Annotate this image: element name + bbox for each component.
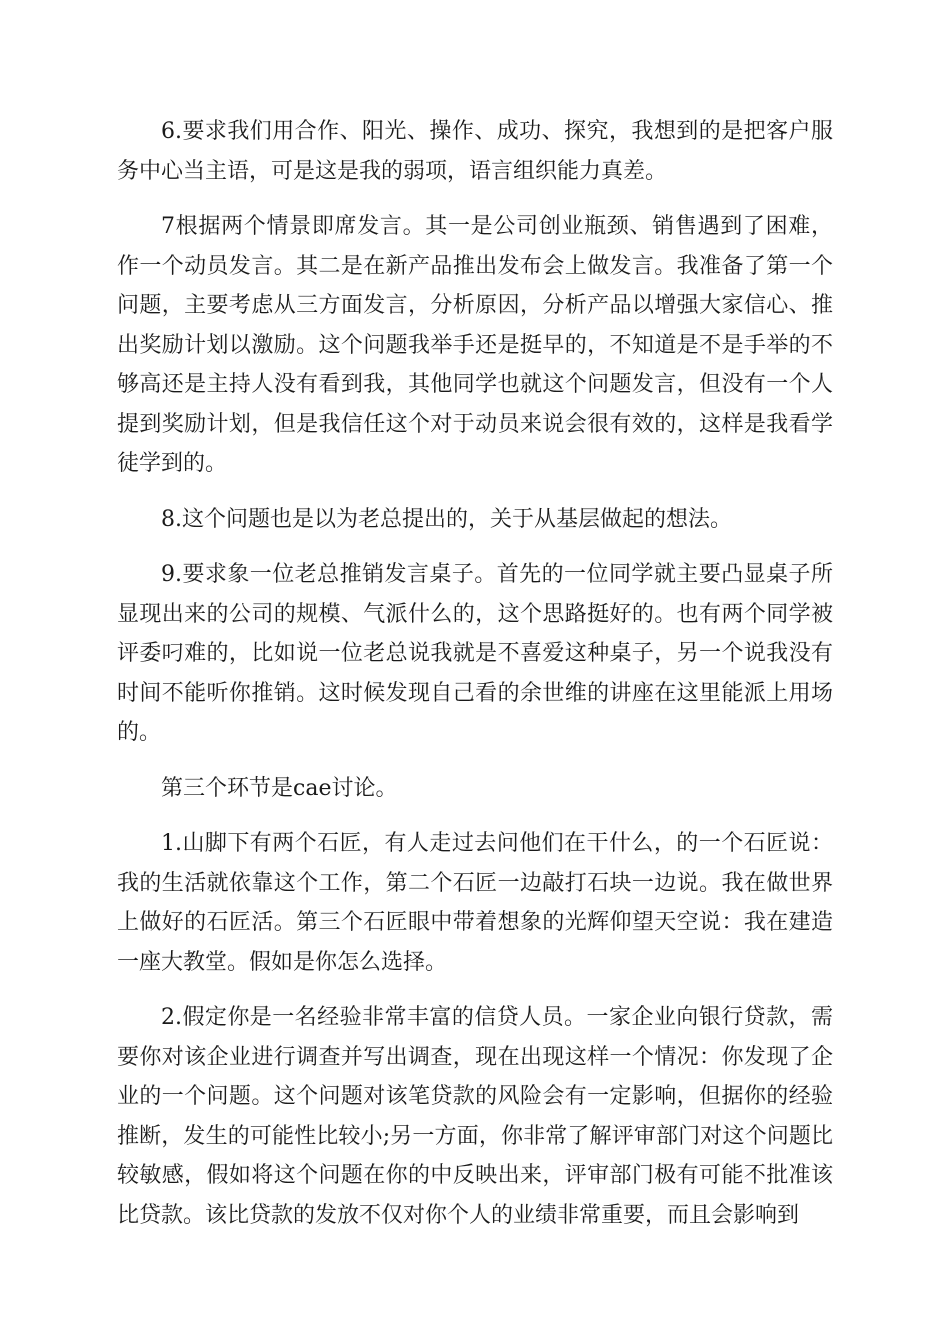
paragraph-item-9: 9.要求象一位老总推销发言桌子。首先的一位同学就主要凸显桌子所显现出来的公司的规模、气派什么的，这个思路挺好的。也有两个同学被评委叼难的，比如说一位老总说我就是不喜爱这种桌子，另一个说我没有时间不能听你推销。这时候发现自己看的余世维的讲座在这里能派上用场的。 bbox=[117, 562, 833, 745]
section-heading-third-stage: 第三个环节是cae讨论。 bbox=[161, 775, 398, 801]
paragraph-item-6: 6.要求我们用合作、阳光、操作、成功、探究，我想到的是把客户服务中心当主语，可是这是我的弱项，语言组织能力真差。 bbox=[117, 119, 833, 184]
paragraph-item-7: 7根据两个情景即席发言。其一是公司创业瓶颈、销售遇到了困难，作一个动员发言。其二是在新产品推出发布会上做发言。我准备了第一个问题，主要考虑从三方面发言，分析原因，分析产品以增强大家信心、推出奖励计划以激励。这个问题我举手还是挺早的，不知道是不是手举的不够高还是主持人没有看到我，其他同学也就这个问题发言，但没有一个人提到奖励计划，但是我信任这个对于动员来说会很有效的，这样是我看学徒学到的。 bbox=[117, 214, 833, 476]
paragraph-item-8: 8.这个问题也是以为老总提出的，关于从基层做起的想法。 bbox=[161, 506, 732, 532]
paragraph-case-1: 1.山脚下有两个石匠，有人走过去问他们在干什么，的一个石匠说：我的生活就依靠这个工作，第二个石匠一边敲打石块一边说。我在做世界上做好的石匠活。第三个石匠眼中带着想象的光辉仰望天空说：我在建造一座大教堂。假如是你怎么选择。 bbox=[117, 831, 833, 975]
paragraph-case-2: 2.假定你是一名经验非常丰富的信贷人员。一家企业向银行贷款，需要你对该企业进行调查并写出调查，现在出现这样一个情况：你发现了企业的一个问题。这个问题对该笔贷款的风险会有一定影响，但据你的经验推断，发生的可能性比较小;另一方面，你非常了解评审部门对这个问题比较敏感，假如将这个问题在你的中反映出来，评审部门极有可能不批准该比贷款。该比贷款的发放不仅对你个人的业绩非常重要，而且会影响到 bbox=[117, 1005, 833, 1228]
document-page bbox=[117, 112, 833, 1251]
